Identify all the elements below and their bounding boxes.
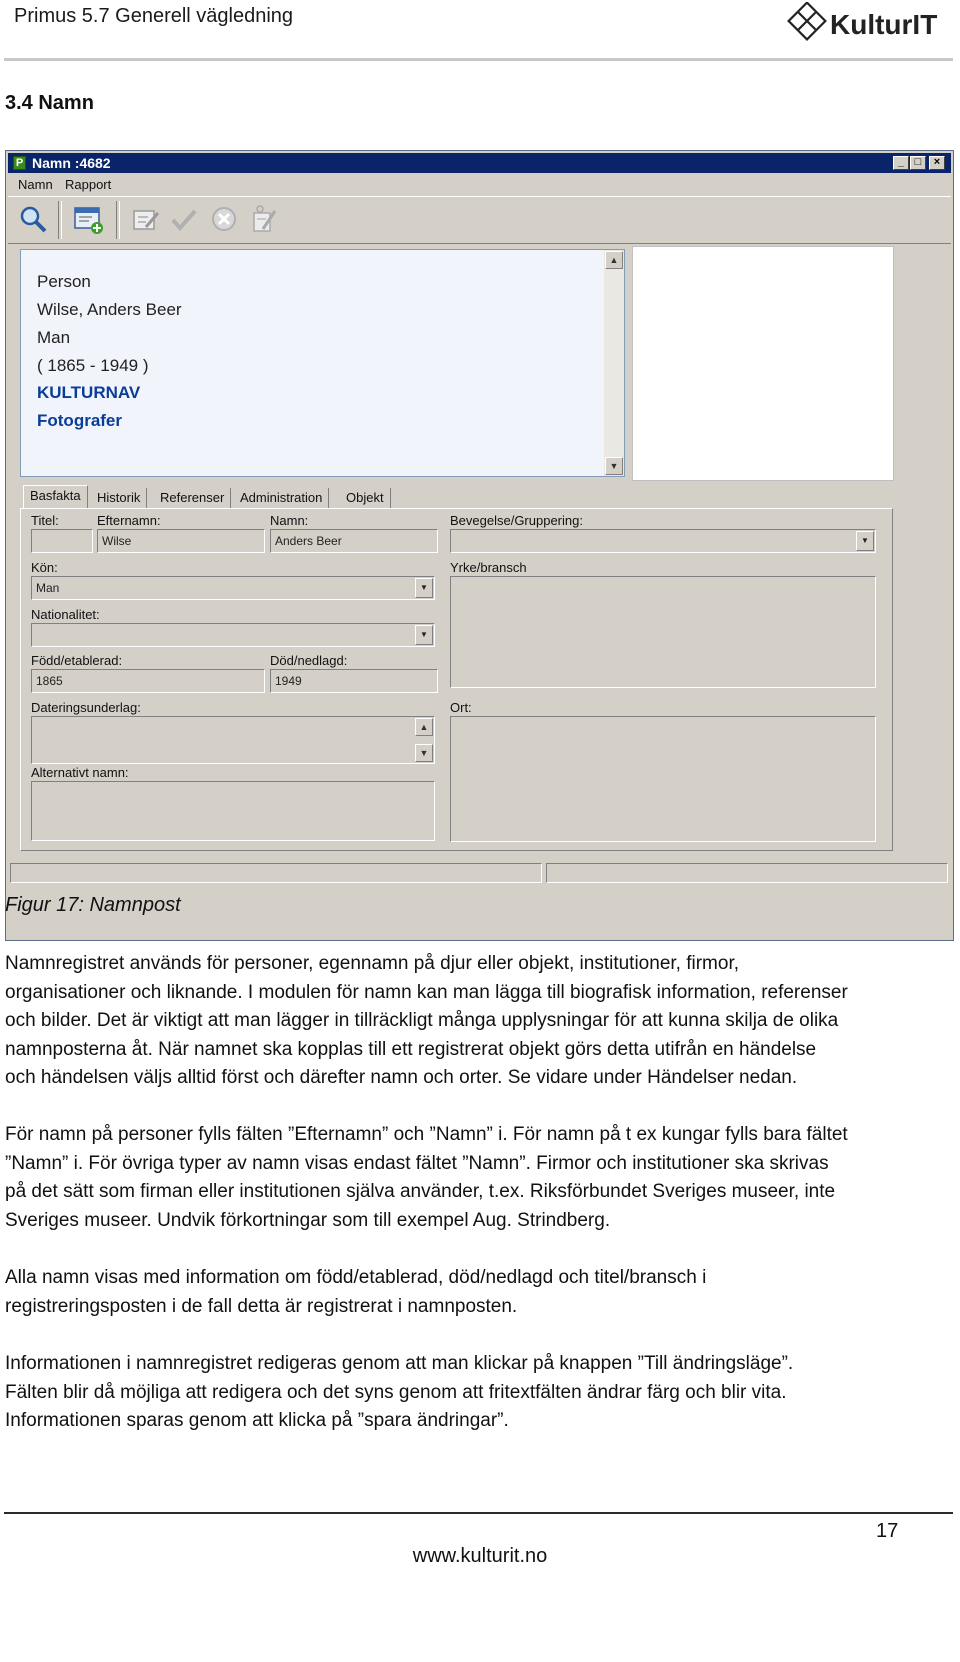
header-rule: [4, 58, 953, 61]
kon-label: Kön:: [31, 560, 58, 575]
close-button[interactable]: ×: [929, 156, 945, 170]
scroll-up-icon[interactable]: ▲: [415, 718, 433, 736]
preview-scrollbar[interactable]: [604, 250, 624, 476]
paragraph: [5, 1350, 955, 1436]
scroll-down-icon[interactable]: ▼: [415, 744, 433, 762]
text-line: namnposterna åt. När namnet ska kopplas till ett registrerat objekt görs detta utifrån en händelse: [5, 1038, 817, 1060]
text-line: Sveriges museer. Undvik förkortningar som till exempel Aug. Strindberg.: [5, 1209, 611, 1231]
kon-value: Man: [36, 581, 60, 595]
text-line: registreringsposten i de fall detta är registrerat i namnposten.: [5, 1295, 518, 1317]
toolbar-separator: [116, 201, 120, 239]
figure-caption: Figur 17: Namnpost: [5, 894, 181, 916]
kon-select[interactable]: [31, 576, 435, 600]
namn-label: Namn:: [270, 513, 309, 528]
titel-field[interactable]: [31, 529, 93, 553]
fodd-label: Född/etablerad:: [31, 653, 123, 668]
preview-type: Person: [37, 272, 91, 291]
svg-text:KulturIT: KulturIT: [830, 9, 938, 40]
tab-historik[interactable]: Historik: [91, 488, 147, 508]
tab-basfakta[interactable]: Basfakta: [23, 485, 88, 509]
alternativt-field[interactable]: [31, 781, 435, 841]
nationalitet-select[interactable]: [31, 623, 435, 647]
new-record-icon[interactable]: [72, 203, 104, 235]
window-title: Namn :4682: [32, 155, 111, 171]
status-pane: [546, 863, 948, 883]
menubar: [8, 175, 951, 195]
paragraph: [5, 1121, 955, 1235]
dod-field[interactable]: 1949: [270, 669, 438, 693]
edit-lock-icon[interactable]: [248, 203, 280, 235]
text-line: För namn på personer fylls fälten ”Efternamn” och ”Namn” i. För namn på t ex kungar fylls bara fältet: [5, 1124, 848, 1145]
toolbar-separator: [58, 201, 62, 239]
fodd-field[interactable]: 1865: [31, 669, 265, 693]
logo-mark-icon: [784, 2, 949, 52]
text-line: Informationen i namnregistret redigeras genom att man klickar på knappen ”Till ändringsläge”.: [5, 1353, 794, 1374]
scroll-up-icon[interactable]: ▲: [605, 251, 623, 269]
scroll-down-icon[interactable]: ▼: [605, 457, 623, 475]
menu-rapport[interactable]: Rapport: [65, 177, 112, 192]
footer-url[interactable]: www.kulturit.no: [412, 1545, 548, 1567]
document-title: Primus 5.7 Generell vägledning: [14, 5, 294, 27]
preview-occupation: Fotografer: [37, 411, 122, 430]
alternativt-label: Alternativt namn:: [31, 765, 129, 780]
efternamn-label: Efternamn:: [97, 513, 161, 528]
ort-field[interactable]: [450, 716, 876, 842]
chevron-down-icon[interactable]: ▼: [415, 625, 433, 645]
dod-label: Död/nedlagd:: [270, 653, 348, 668]
tab-objekt[interactable]: Objekt: [340, 488, 391, 508]
nationalitet-label: Nationalitet:: [31, 607, 100, 622]
text-line: på det sätt som firman eller institutionen själva använder, t.ex. Riksförbundet Sveriges museer, inte: [5, 1181, 836, 1203]
maximize-button[interactable]: □: [910, 156, 926, 170]
yrke-label: Yrke/bransch: [450, 560, 527, 575]
minimize-button[interactable]: _: [893, 156, 909, 170]
name-preview-panel: [20, 249, 625, 477]
status-pane: [10, 863, 542, 883]
namn-window: [5, 150, 954, 941]
chevron-down-icon[interactable]: ▼: [856, 531, 874, 551]
section-heading: 3.4 Namn: [5, 92, 94, 114]
basfakta-form: [20, 508, 893, 851]
efternamn-field[interactable]: Wilse: [97, 529, 265, 553]
search-icon[interactable]: [17, 203, 49, 235]
preview-name: Wilse, Anders Beer: [37, 300, 182, 319]
text-line: ”Namn” i. För övriga typer av namn visas endast fältet ”Namn”. Firmor och institutioner ska skrivas: [5, 1152, 829, 1174]
preview-years: ( 1865 - 1949 ): [37, 356, 149, 375]
check-icon[interactable]: [168, 203, 200, 235]
titel-label: Titel:: [31, 513, 59, 528]
page-number: 17: [876, 1520, 899, 1542]
chevron-down-icon[interactable]: ▼: [415, 578, 433, 598]
yrke-field[interactable]: [450, 576, 876, 688]
text-line: och händelsen väljs alltid först och därefter namn och orter. Se vidare under Händelser nedan.: [5, 1067, 798, 1089]
edit-icon[interactable]: [130, 203, 162, 235]
footer-rule: [4, 1512, 953, 1514]
ort-label: Ort:: [450, 700, 472, 715]
datering-field[interactable]: [31, 716, 435, 764]
text-line: Fälten blir då möjliga att redigera och det syns genom att fritextfälten ändrar färg och blir vita.: [5, 1381, 787, 1403]
datering-label: Dateringsunderlag:: [31, 700, 141, 715]
bevegelse-select[interactable]: [450, 529, 876, 553]
window-titlebar: [8, 153, 951, 173]
primus-app-icon: P: [13, 156, 26, 170]
text-line: Alla namn visas med information om född/etablerad, död/nedlagd och titel/bransch i: [5, 1267, 707, 1288]
paragraph: [5, 950, 955, 1093]
paragraph: [5, 1264, 955, 1321]
preview-kulturnav: KULTURNAV: [37, 383, 141, 402]
image-panel: [632, 246, 894, 481]
statusbar: [8, 863, 951, 885]
tab-administration[interactable]: Administration: [234, 488, 329, 508]
text-line: organisationer och liknande. I modulen för namn kan man lägga till biografisk information, referenser: [5, 981, 848, 1003]
text-line: Namnregistret används för personer, egennamn på djur eller objekt, institutioner, firmor,: [5, 953, 739, 974]
namn-field[interactable]: Anders Beer: [270, 529, 438, 553]
cancel-icon[interactable]: [208, 203, 240, 235]
bevegelse-label: Bevegelse/Gruppering:: [450, 513, 583, 528]
preview-gender: Man: [37, 328, 71, 347]
toolbar: [8, 196, 951, 244]
text-line: och bilder. Det är viktigt att man lägger in tillräckligt många upplysningar för att kunna skilja de olika: [5, 1010, 839, 1032]
menu-namn[interactable]: Namn: [18, 177, 53, 192]
text-line: Informationen sparas genom att klicka på ”spara ändringar”.: [5, 1410, 509, 1432]
tab-referenser[interactable]: Referenser: [154, 488, 231, 508]
kulturit-logo: [784, 2, 949, 52]
